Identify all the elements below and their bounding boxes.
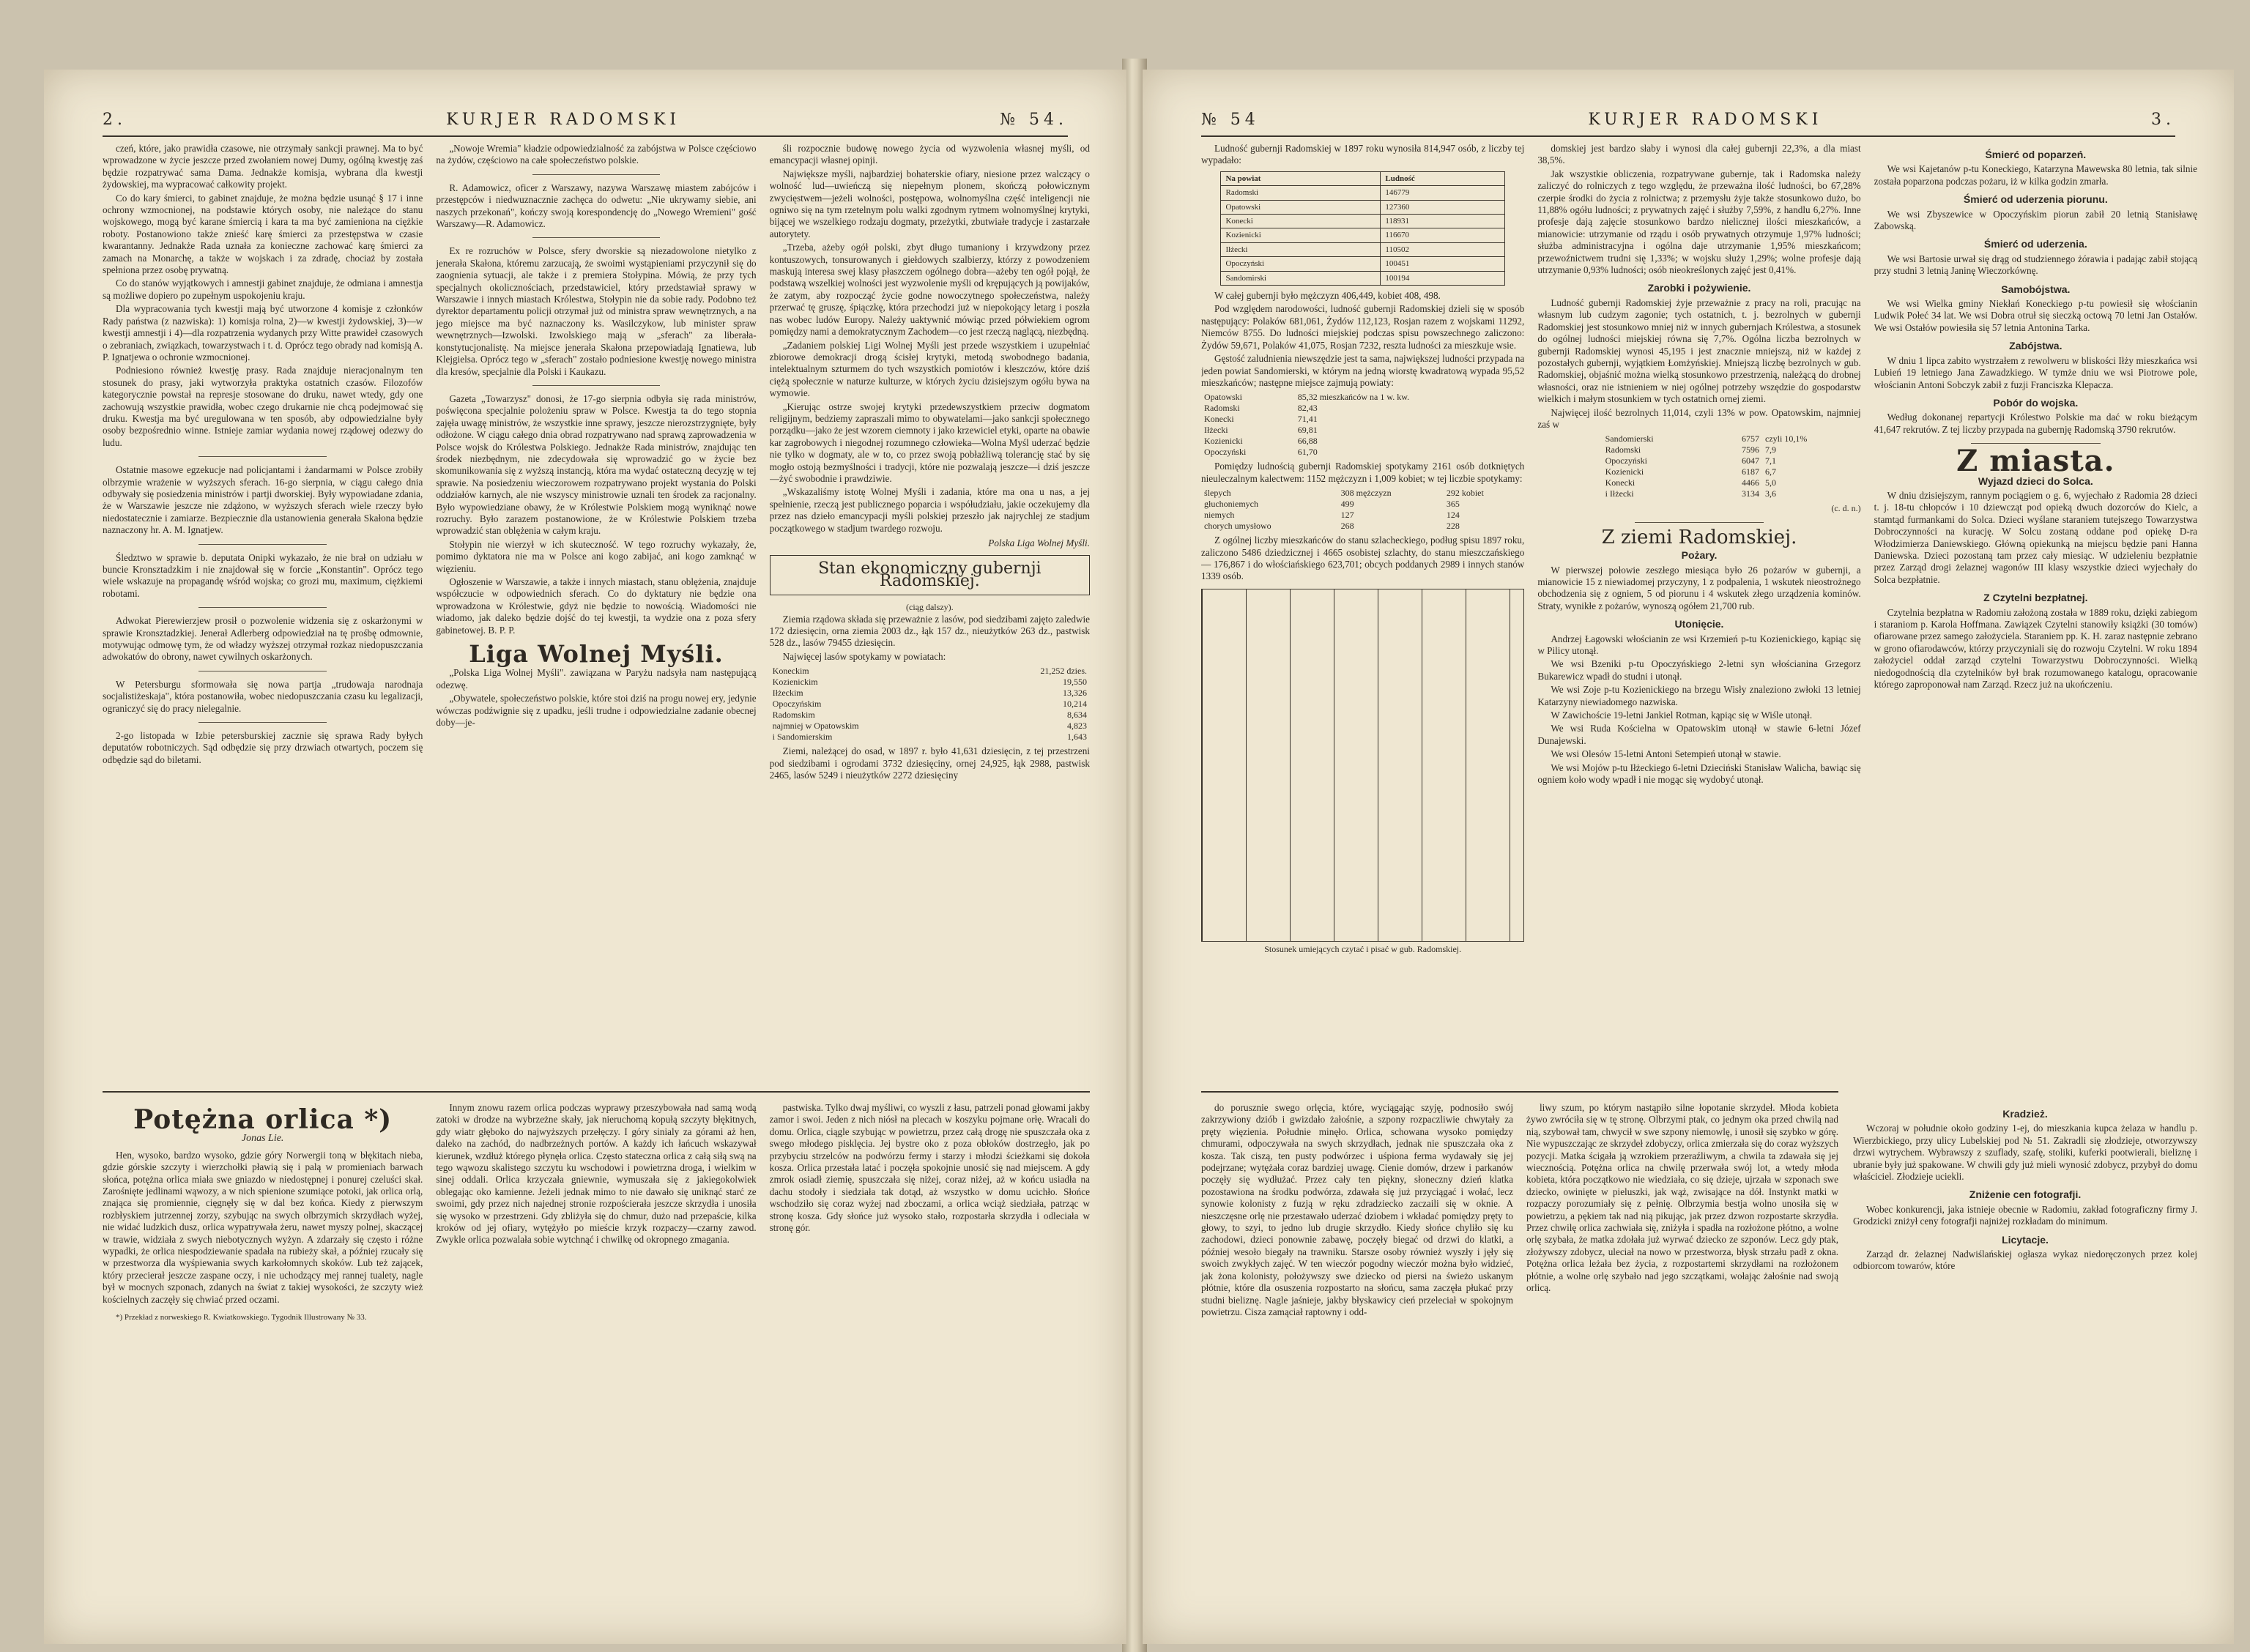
section-heading: Zniżenie cen fotografji. [1969,1188,2082,1201]
paragraph: We wsi Ruda Kościelna w Opatowskim utonął w stawie 6-letni Józef Dunajewski. [1537,723,1861,746]
separator [198,607,327,608]
section-heading: Śmierć od uderzenia. [1983,238,2087,250]
table-row: Kozienickim 19,550 [772,677,1087,688]
literacy-table-caption: Stosunek umiejących czytać i pisać w gub. Radomskiej. [1264,944,1462,955]
paragraph: Hen, wysoko, bardzo wysoko, gdzie góry Norwergii toną w błękitach nieba, gdzie górskie szczyty i wierzchołki pławią się i palą w promieniach barwach słońca, potężna orlica miała swe gniazdo w niedostępnej i ponurej czeluści skał. Zarośnięte jedlinami wąwozy, a w nich spienione szumiące potoki, jak orlica orlą, znająca się promiennie, cięgnęły się w dal bez końca. Kiedy z pierwszym rozbłyskiem jutrzennej zorzy, szybując na swych olbrzymich skrzydłach wyżej, nie widać ludzkich dusz, orlica wypatrywała żeru, nawet myszy polnej, skaczącej w trawie, widziała z swych niebotycznych wyżyn. A zdarzały się często i różne wypadki, że orlica niespodziewanie spadała na rubieży skał, a później rzucały się w przestworza dla wyśpiewania swych karkołomnych skoków. Lub też zającek, który przecierał jeszcze zaspane oczy, i nie uchodzący mej rannej tualety, nagle był w mocnych szponach, zdanych na świat z takiej wysokości, że szczyty wież kościelnych zaczęły się chwiać przed oczami. [103,1149,423,1305]
paragraph: W całej gubernji było mężczyzn 406,449, kobiet 408, 498. [1214,290,1441,302]
section-heading: Pobór do wojska. [1993,396,2079,409]
paragraph: We wsi Wielka gminy Niekłań Koneckiego p-tu powiesił się włościanin Ludwik Połeć 34 lat. We wsi Dobra otruł się sieczką octową 70 letni Jan Ostałów. We wsi Ostałów powiesiła się 57 letnia Antonina Tarka. [1874,298,2197,333]
ziemi-title: Z ziemi Radomskiej. [1601,526,1797,548]
paragraph: Największe myśli, najbardziej bohaterskie ofiary, niesione przez walczący o wolność lud—uwieńczą się niepełnym plonem, skończą połowicznym zwycięstwem—jeżeli wolności, postępowa, wolnomyślna część inteligencji nie ogniwo się na tym rzetelnym polu walki zgodnym rytmem wolnomyślnej krytyki, bijącej we wszelkiego rodzaju dogmaty, przeżytki, zbutwiałe tradycje i zastarzałe autorytety. [769,168,1090,239]
masthead-title: KURJER RADOMSKI [446,110,681,129]
paragraph: Co do kary śmierci, to gabinet znajduje, że można będzie usunąć § 17 i inne ochrony wzmocnionej, na podstawie których osoby, nie należące do stanu wojskowego, mogą być karane śmiercią i kara ta ma być zamieniona na ciężkie roboty. Postanowiono także znieść karę śmierci za przestępstwa w czasie kwarantanny. Jednakże Rada uznała za konieczne zachować karę śmierci za zamach na Monarchę, a także w wojskach i za zdradę, chociaż by została spełniona przez osobę prywatną. [103,192,423,276]
left-page-header [103,108,1068,137]
paragraph: Zarząd dr. żelaznej Nadwiślańskiej ogłasza wykaz niedoręczonych przez kolej odbiorcom towarów, które [1853,1249,2197,1272]
paragraph: Stołypin nie wierzył w ich skuteczność. W tego rozruchy wykazały, że, pomimo dyktatora nie ma w Polsce ani kogo zabijać, ani kogo zamknąć w więzieniu. [436,538,757,574]
paragraph: Ziemia rządowa składa się przeważnie z lasów, pod siedzibami zajęto zaledwie 172 dziesięcin, orna ziemia 2003 dz., łąk 157 dz., nieużytków 263 dz., pastwisk 528 dz., lasów 79455 dziesięcin. [769,613,1090,649]
table-row: chorych umysłowo 268 228 [1204,521,1460,532]
paragraph: „Zadaniem polskiej Ligi Wolnej Myśli jest przede wszystkiem i uzupełniać zbiorowe demokracji drogą ścisłej krytyki, metodą swobodnego badania, intelektualnym szturmem do tych wszystkich pomiotów i kleszczów, które dziś ciężą społecznie w naturze kulturze, w których życiu dzisiejszym ogółu bywa na wymowie. [769,339,1090,399]
paragraph: Gazeta „Towarzysz" donosi, że 17-go sierpnia odbyła się rada ministrów, poświęcona specjalnie polożeniu spraw w Polsce. Kwestja ta do tego stopnia zajęła uwagę ministrów, że wszystkie inne sprawy, jeszcze nierozstrzygnięte, były odłożone. W ciągu całego dnia obrad rozpatrywano nad sprawą zaprowadzenia w Polsce wojsk do Królestwa Polskiego. Jednakże Rada ministrów, znajdując ten środek niezbędnym, nie zdecydowała się wprowadzić go w życie bez skomunikowania się z wyższą instancją, która ma wydać ostateczną decyzję w tej sprawie. Na posiedzeniu wieczorowem rozpatrywano projekt wystania do Polski oddziałów karnych, ale nie wszyscy ministrowie uznali ten środek za racjonalny. Było wypowiedziane obawy, że w Królestwie Polskiem mogą wyniknąć nowe rozruchy. Było zarazem postanowione, że w Królestwie Polskiem trzeba wprowadzić stan oblężenia w całym kraju. [436,392,757,537]
paragraph: czeń, które, jako prawidła czasowe, nie otrzymały sankcji prawnej. Ma to być wprowadzone w życie jeszcze przed zwołaniem nowej Dumy, ogólną kwestję zaś będzie rozpatrywać sama Dama. Jednakże komisja, wybrana dla kwestji żydowskiej, ma wypracować całkowity projekt. [103,143,423,190]
paragraph: We wsi Zoje p-tu Kozienickiego na brzegu Wisły znaleziono zwłoki 13 letniej Katarzyny niewiadomego nazwiska. [1537,684,1861,707]
table-row: niemych 127 124 [1204,510,1460,521]
stan-title: Stan ekonomiczny gubernji Radomskiej. [818,559,1042,590]
paragraph: Dla wypracowania tych kwestji mają być utworzone 4 komisje z członków Rady państwa (z nazwiska): 1) komisja rolna, 2)—w kwestji żydowskiej, 3)—w kwestji amnestji i 4)—dla rozpatrzenia wydanych przy Witte prawideł czasowych o zebraniach, związkach, towarzystwach i t. d. Oprócz tego obrady nad komisją A. P. Ignatjewa o ochronie wzmocnionej. [103,303,423,362]
right-col-3 [1874,143,2197,1153]
liga-title: Liga Wolnej Myśli. [469,640,724,669]
literacy-table [1201,589,1524,955]
paragraph: We wsi Mojów p-tu Iłżeckiego 6-letni Dzieciński Stanisław Walicha, bawiąc się ogniem koło wody wpadł i nie mogąc się wydobyć utonął. [1537,762,1861,786]
zarobki-title: Zarobki i pożywienie. [1647,282,1751,294]
table-row: Konecki 4466 5,0 [1605,477,1777,488]
bezrolni-table [1603,434,1861,499]
table-row: i Iłżecki 3134 3,6 [1605,488,1777,499]
section-divider [1201,1091,1838,1093]
paragraph: Najwięcej lasów spotykamy w powiatach: [782,650,946,662]
table-row: Kozienicki 116670 [1221,228,1504,242]
paragraph: We wsi Bzeniki p-tu Opoczyńskiego 2-letni syn włościanina Grzegorz Bukarewicz wpadł do studni i utonął. [1537,658,1861,682]
table-row: Opoczyński 6047 7,1 [1605,455,1777,466]
section-divider [103,1091,1090,1093]
paragraph: Ostatnie masowe egzekucje nad policjantami i żandarmami w Polsce zrobiły olbrzymie wrażenie w wyższych sferach. 16-go sierpnia, w ciągu całego dnia odbywały się posiedzenia ministrów i partji dworskiej. Były wypowiadane zdania, że w Warszawie jeszcze nie zdążono, w wyższych sferach wiele rzeczy było niedostatecznie i zamiarze. Bezpiecznie dla ustanowienia generała Skałona będzie naznaczony hr. A. M. Ignatjew. [103,464,423,536]
separator [198,722,327,723]
paragraph: „Polska Liga Wolnej Myśli". zawiązana w Paryżu nadsyła nam następującą odezwę. [436,667,757,691]
orlica-col-1 [103,1102,423,1629]
cripple-table [1201,488,1524,532]
table-row: Sandomierski 6757 czyli 10,1% [1605,434,1808,444]
left-bottom-columns [103,1102,1090,1629]
right-bottom-news [1853,1102,2197,1629]
right-bottom-columns [1201,1102,1838,1629]
paragraph: We wsi Bartosie urwał się drąg od studziennego żórawia i padając zabił stojącą przy studni 3 letnią Janinę Wieczorkównę. [1874,253,2197,277]
paragraph: R. Adamowicz, oficer z Warszawy, nazywa Warszawę miastem zabójców i przestępców i niedwuznacznie zachęca do odwetu: „Nie ukrywamy siebie, ani naszych przekonań", kończy swoją korespondencję do „Nowego Wremieni" gość Warszawy—R. Adamowicz. [436,182,757,230]
table-row: Iłżecki 69,81 [1204,425,1318,436]
table-row: Kozienicki 6187 6,7 [1605,466,1777,477]
orlica-col-2 [436,1102,756,1629]
paragraph: Według dokonanej repartycji Królestwo Polskie ma dać w roku bieżącym 41,647 rekrutów. Z tej liczby przypada na gubernję Radomską 3790 rekrutów. [1874,412,2197,435]
table-row: głuchoniemych 499 365 [1204,499,1460,510]
signature: Polska Liga Wolnej Myśli. [988,537,1090,548]
left-col-1 [103,143,423,1153]
continued-note: (c. d. n.) [1831,503,1861,514]
paragraph: „Wskazaliśmy istotę Wolnej Myśli i zadania, które ma ona u nas, a jej spełnienie, rzeczą jest publicznego poparcia i współudziału, jakie oczekujemy dla przez nas dzieło emancypacji myśli polskiej przeszło jak najrychlej ze stadjum początkowego w stadjum twardego rozwoju. [769,486,1090,534]
paragraph: liwy szum, po którym nastąpiło silne łopotanie skrzydeł. Młoda kobieta żywo zwróciła się w tę stronę. Olbrzymi ptak, co jednym oka przed chwilą nad nią, szybował tam, chwycił w swe szpony niemowlę, i unosił się szybko w górę. Nie wypuszczając ze skrzydeł zdobyczy, orlica zmierzała się do coraz wyższych pozycji. Matka ścigała ją wzrokiem przeraźliwym, a chwila ta zdawała się jej wiecznością. Potężna orlica na chwilę przerwała swój lot, a wtedy młoda kobieta, która początkowo nie wiedziała, co się dzieje, ujrzała w szponach swe dziecko, owinięte w pieluszki, jak wąż, zwisające na dół. Instynkt matki w rozpaczy porozumiały się z pełnię. Olbrzymia bestja wolno unosiła się w powietrzu, a pękiem tak nad nią pikując, jak przez dzwon rozpostarte skrzydła. Przez chwilę orlica zachwiała się, zniżyła i spadła na rozłożone płótno, a wolne orlę szybała, że matka zdołała już wyrwać dziecko ze szponów. Lecz gdy ptak, złożywszy zdobycz, uleciał na nowo w przestworza, błysk strzału padł z okna. Potężna orlica leżała bez życia, z rozpostartemi skrzydłami na rozłożonem płótnie, a wolne orlę szybało nad jego szczątkami, wołając żałośnie nad swoją orlicą. [1526,1102,1838,1294]
table-row: Radomski 82,43 [1204,403,1318,414]
table-row: Konecki 118931 [1221,215,1504,228]
table-row: Opoczyński 100451 [1221,257,1504,271]
right-top-columns [1201,143,2197,1153]
news-continuation [1853,1102,2197,1274]
table-row: Opatowski 85,32 mieszkańców na 1 w. kw. [1204,392,1410,403]
paragraph: „Kierując ostrze swojej krytyki przedewszystkiem przeciw dogmatom religijnym, bedziemy zapraszali mimo to obywatelami—jako sankcji społecznego porządku—jako że jest wzorem ciemnoty i jako krzewiciel etyki, oparte na obawie kar zagrobowych i niegodnej rozumnego człowieka—Wolna Myśl uderzać będzie nie tylko w dogmaty, ale w to, co przez swoją pobłażliwą tolerancję stać by się mogło ostoją bezmyślności i tradycji, które nie pozwalają jeszcze—i dziś jeszcze—żyć swobodnie i prawdziwie. [769,401,1090,484]
paragraph: śli rozpocznie budowę nowego życia od wyzwolenia własnej myśli, od emancypacji własnej opinji. [769,143,1090,166]
right-col-2 [1537,143,1860,1153]
orlica-author: Jonas Lie. [241,1133,284,1145]
left-col-2 [436,143,756,1153]
paragraph: Ogłoszenie w Warszawie, a także i innych miastach, stanu oblężenia, znajduje współczucie w odpowiednich sferach. Co do dyktatury nie będzie ona wprowadzona w Królestwie, gdyż nie będzie to nowością. Wiadomości nie wiadomo, jak daleko będzie dojść do tej kwestji, ta wydzie ona z poza sfery gabinetowej. B. P. P. [436,576,757,636]
paragraph: „Obywatele, społeczeństwo polskie, które stoi dziś na progu nowej ery, jedynie wówczas podźwignie się z upadku, jeśli trudne i odpowiedzialne zadanie obecnej doby—je- [436,693,757,729]
right-page [1143,70,2234,1644]
section-heading: Wyjazd dzieci do Solca. [1978,475,2093,487]
masthead-title: KURJER RADOMSKI [1588,110,1823,129]
section-heading: Kradzież. [2002,1108,2048,1120]
section-heading: Śmierć od poparzeń. [1985,149,2087,160]
paragraph: Wobec konkurencji, jaka istnieje obecnie w Radomiu, zakład fotograficzny firmy J. Grodzicki zniżył ceny fotografji najniżej rozkładam do minimum. [1853,1203,2197,1227]
paragraph: Innym znowu razem orlica podczas wyprawy przeszybowała nad samą wodą zatoki w drodze na wybrzeżne skały, jak nieruchomą kopułą szczyty błękitnych, gdy wiatr głęboko do najwyższych przełęczy. I góry sinialy za górami aż hen, daleko na zachód, do nadbrzeżnych portów. A każdy ich łańcuch wskazywał kierunek, wzdłuż którego płynęła orlica. Często stateczna orlica z całą siłą swą na tego wąwozu skalistego szczytu ku wschodowi i powietrzna droga, i wielkim w sinej oddali. Orlica krzyczała gniewnie, wymuszała się z jakiegokolwiek oblegając oko kamienne. Jeżeli jednak mimo to nie dawało się uniknąć starć ze swoimi, gdy przez nich najednej stronie rozpościerała jeszcze skrzydła i unosiła się wysoko w przestrzeni. Gdy zbliżyła się do chmur, dużo nad przepaście, kilka kroków od jej ofiary, wytężyło po mieście krzyk rozpaczy—czarny zawod. Zwykle orlica pozwalała sobie wytchnąć i chwilkę od okropnego zmagania. [436,1102,757,1246]
right-page-header [1201,108,2175,137]
table-row: Radomskim 8,634 [772,710,1087,721]
issue-number: № 54 [1201,110,1260,129]
paragraph: Adwokat Pierewierzjew prosił o pozwolenie widzenia się z oskarżonymi w sprawie Kronsztadzkiej. Jenerał Adlerberg odpowiedział na tę prośbę odmownie, motywując odmowę tym, że od władzy wyższej otrzymał rozkaz niedopuszczania adwokatów do obrony, nawet cywilnych oskarżonych. [103,615,423,663]
paragraph: Ziemi, należącej do osad, w 1897 r. było 41,631 dziesięcin, z tej przestrzeni pod siedzibami i ogrodami 3732 dziesięciny, ornej 24,925, łąk 2988, pastwisk 2465, lasów 5249 i nieużytków 2272 dziesięciny [769,745,1090,781]
paragraph: W pierwszej połowie zeszłego miesiąca było 26 pożarów w gubernji, a mianowicie 15 z niewiadomej przyczyny, 1 z podpalenia, 1 wskutek nieostrożnego obchodzenia się z ogniem, 5 od piorunu i 4 wskutek złego urządzenia kominów. Straty, wynikłe z pożarów, wynoszą ogółem 21,700 rub. [1537,564,1861,611]
separator [198,544,327,545]
paragraph: Gęstość zaludnienia niewszędzie jest ta sama, największej ludności przypada na jeden powiat Sandomierski, w którym na jedną wiorstę kwadratową wypada 95,52 mieszkańców; następne miejsce zajmują powiaty: [1201,353,1525,388]
paragraph: Podniesiono również kwestję prasy. Rada znajduje nieracjonalnym ten stosunek do prasy, jaki wytworzyła praktyka ostatnich czasów. Filozofów kategorycznie powstał na represje stosowane do druku, nawet wtedy, gdy one zachowują wszystkie prawidła, wobec czego drukarnie nie chcą podejmować się druku. Kwestja ma być uregulowana w ten sposób, aby odpowiedzialne były osoby bezpośrednio winne. Istnieje zamiar wydania nowej rządowej odezwy do ludu. [103,365,423,448]
density-table [1201,392,1524,458]
table-row: Iłżeckim 13,326 [772,688,1087,699]
population-table: Na powiat Ludność Radomski 146779 Opatowski 127360 Konecki 118931 Kozienicki 116670 Iłżecki 110502 Opoczyński 100451 Sandomirski 100194 [1220,171,1504,286]
paragraph: Pod względem narodowości, ludność gubernji Radomskiej dzieli się w sposób następujący: Polaków 681,061, Żydów 112,123, Rosjan razem z wojskami 11292, Niemców 8755. Do ludności miejskiej podczas spisu powszechnego zaliczono: Żydów 59,671, Polaków 41,075, Rosjan 7232, reszta ludności za mieszkuje wsie. [1201,303,1525,351]
table-row: najmniej w Opatowskim 4,823 [772,721,1087,732]
table-row: Radomski 7596 7,9 [1605,444,1777,455]
paragraph: W dniu dzisiejszym, rannym pociągiem o g. 6, wyjechało z Radomia 28 dzieci t. j. 18-tu chłopców i 10 dziewcząt pod opieką dwuch dozorców do Kielc, a stamtąd furmankami do Solca. Dzieci wyślane staraniem tutejszego Towarzystwa Dobroczynności na kurację. W Solcu zostaną oddane pod opiekę D-ra Włodzimierza Daniewskiego. Główną opiekunką na miejscu będzie pani Hanna Daniewska. Dzieci pozostaną tam przez cały miesiąc. W udzieleniu bezpłatnie przez Zarząd drogi żelaznej wagonów III klasy wszystkie dzieci wyjechały do Solca bezpłatnie. [1874,489,2197,585]
page-number: 3. [2150,110,2175,129]
orlica-title: Potężna orlica *) [133,1104,393,1135]
paragraph: Ludność gubernji Radomskiej w 1897 roku wynosiła 814,947 osób, z liczby tej wypadało: [1201,143,1525,166]
forest-table [770,666,1090,743]
paragraph: W Zawichoście 19-letni Jankiel Rotman, kąpiąc się w Wiśle utonął. [1551,710,1813,721]
paragraph: Andrzej Łagowski włościanin ze wsi Krzemień p-tu Kozienickiego, kąpiąc się w Pilicy utonął. [1537,633,1861,656]
paragraph: Pomiędzy ludnością gubernji Radomskiej spotykamy 2161 osób dotkniętych nieuleczalnym kalectwem: 1152 mężczyzn i 1,009 kobiet; w tej liczbie spotykamy: [1201,461,1525,484]
paragraph: Śledztwo w sprawie b. deputata Onipki wykazało, że nie brał on udziału w buncie Kronsztadzkim i nie znajdował się w forcie „Konstantin". Oprócz tego wiele wskazuje na propagandę wśród wojska; co grozi mu, maximum, ciężkiemi robotami. [103,551,423,599]
section-heading: Zabójstwa. [2009,340,2062,352]
left-top-columns [103,143,1090,1153]
section-heading: Licytacje. [2002,1233,2049,1246]
issue-number: № 54. [1000,110,1068,129]
literacy-table-grid [1202,589,1524,941]
orlica-cont-col-2 [1526,1102,1838,1629]
footnote: *) Przekład z norweskiego R. Kwiatkowskiego. Tygodnik Illustrowany № 33. [116,1313,367,1322]
paragraph: We wsi Kajetanów p-tu Koneckiego, Katarzyna Mawewska 80 letnia, tak silnie została poparzona podczas pożaru, iż w kilka godzin zmarła. [1874,163,2197,187]
section-heading: Z Czytelni bezpłatnej. [1983,592,2088,604]
paragraph: W Petersburgu sformowała się nowa partja „trudowaja narodnaja socjalistiżeskaja", która postanowiła, wobec niedopuszczania czasu ku legalizacji, ograniczyć się do pracy nielegalnie. [103,678,423,714]
paragraph: Wczoraj w południe około godziny 1-ej, do mieszkania kupca żelaza w handlu p. Wierzbickiego, przy ulicy Lubelskiej pod № 51. Zakradli się złodzieje, otworzywszy drzwi wytrychem. Wybrawszy z szuflady, szafę, stoliki, kuferki pootwierali, bieliznę i ubranie były już spakowane. W chwili gdy już mieli wynosić zdobycz, przybył do domu właściciel. Złodzieje uciekli. [1853,1123,2197,1183]
miasta-title: Z miasta. [1956,444,2115,479]
table-row: Radomski 146779 [1221,186,1504,200]
table-row: Koneckim 21,252 dzies. [772,666,1087,677]
orlica-col-3 [770,1102,1090,1629]
table-row: Opoczyńskim 10,214 [772,699,1087,710]
table-row: Opatowski 127360 [1221,200,1504,214]
paragraph: Najwięcej ilość bezrolnych 11,014, czyli 13% w pow. Opatowskim, najmniej zaś w [1537,406,1861,430]
paragraph: do porusznie swego orlęcia, które, wyciągając szyję, podnosiło swój zakrzywiony dziób i gwizdało żałośnie, a szpony rozpaczliwie chwytały za pręty więzienia. Południe minęło. Orlica, schowana wysoko pomiędzy chmurami, odpoczywała na swych skrzydłach, jednak nie spuszczała oka z kosza. Tak ciszą, ten pusty podwórzec i uśpiona ferma wydawały się jej podejrzane; wytężała coraz bardziej uwagę. Cienie domów, drzew i parkanów poczęły się wydłużać. Przez cały ten piękny, słoneczny dzień klatka pozostawiona na środku podwórza, zdawała się już przyciągać i wołać, lecz synowie kolonisty z fuzją w ręku zdradziecko zaczaili się w oknie. A nieszczęsne orlę nie przestawało uderzać dziobem i wkładać pomiędzy pręty to głowy, to szyi, to jedno lub drugie skrzydło. Kiedy słońce chyliło się ku zachodowi, dzieci ponownie zabawę, poczęły biegać od drzwi do klatki, a później wesoło biegały na trawniku. Starsze osoby również wyszły i jęły się swoich zwykłych zajęć. W ten wieczór pogodny wieczór można było widzieć, jak żona kolonisty, położywszy swe dziecko od piersi na świeżo uskanym płótnie, które dla osuszenia rozpostarto na słońcu, sama zaczęła płukać przy studni bieliznę. Nagle jaśnieje, jakby błyskawicy cień przeleciał w spokojnym powietrzu. Cisza zamąciał raptowny i odd- [1201,1102,1513,1317]
paragraph: pastwiska. Tylko dwaj myśliwi, co wyszli z łasu, patrzeli ponad głowami jakby zamor i swoi. Jeden z nich niósł na plecach w koszyku pojmane orłę. Wracali do domu. Orlica, ciągle szybując w powietrzu, przez całą drogę nie spuszczała oka z swego młodego pisklęcia. Jej bystre oko z poza obłoków dostrzegło, jak po przybyciu strzelców na podwórzu fermy i starzy i młodzi ścieżkami się dokoła kosza. Orlica przestała latać i poczęła spokojnie unosić się nad miejscem. A gdy zmrok osiadł ziemię, spuszczała się niżej, coraz niżej, aż w końcu usiadła na dachu stodoły i siedziała tak dotąd, aż wszystko w domu ucichło. Słońce wschodziło się coraz wyżej nad zboczami, a orlica wciąż siedziała, patrząc w stronę kosza. Gdy słońce już wysoko stało, rozpostarła skrzydła i odleciała w stronę gór. [769,1102,1090,1234]
paragraph: W dniu 1 lipca zabito wystrzałem z rewolweru w bliskości Iłży mieszkańca wsi Lubień 19 letniego Jana Zawadzkiego. W tymże dniu we wsi Piotrowe pole, włościanin Antoni Sobczyk zabił z fuzji Franciszka Klepacza. [1874,354,2197,390]
paragraph: We wsi Olesów 15-letni Antoni Setempień utonął w stawie. [1551,748,1781,760]
table-row: Sandomirski 100194 [1221,271,1504,285]
paragraph: „Nowoje Wremia" kładzie odpowiedzialność za zabójstwa w Polsce częściowo na żydów, częściowo na całe społeczeństwo polskie. [436,143,757,166]
section-heading: Śmierć od uderzenia piorunu. [1963,193,2108,206]
paragraph: Co do stanów wyjątkowych i amnestji gabinet znajduje, że odmiana i amnestja są możliwe dopiero po zupełnym uspokojeniu kraju. [103,278,423,301]
table-row: Konecki 71,41 [1204,414,1318,425]
paragraph: Ludność gubernji Radomskiej żyje przeważnie z pracy na roli, pracując na własnym lub cudzym zagonie; tych ostatnich, t. j. bezrolnych w gubernji Radomskiej jest stosunkowo mniej niż w innych gubernjach Królestwa, a stosunek do ogólnej ludności miejskiej równa się 7,7%. Ogólna liczba bezrolnych w gubernji Radomskiej wynosi 45,195 i jest znacznie mniejszą, niż w każdej z pozostałych gubernji, wyjątkiem Łomżyńskiej. Mniejszą liczbę bezrolnych w gub. Radomskiej, objaśnić można wielką stosunkowo przestrzenią, należącą do drobnej własności, oraz nie istnieniem w niej ogólnej potrzeby wszędzie do gospodarstw wielkich i małym stosunkiem w tych ostatnich ornej ziemi. [1537,297,1861,405]
table-row: Kozienicki 66,88 [1204,436,1318,447]
stan-title-box [770,555,1090,595]
paragraph: „Trzeba, ażeby ogół polski, zbyt długo tumaniony i krzywdzony przez kontuszowych, tonsurowanych i giełdowych szalbierzy, którzy z powodzeniem maskują interesa swej klasy płaszczem ogólnego dobra—ażeby ten ogół pojął, że podstawą wszelkiej wolności jest wyzwolenie myśli od krępujących ją powijaków, że zatym, aby rozpocząć życie godne nowoczytnego społeczeństwa, należy przerwać tę gruszę, śpiączkę, która przechodzi już w niepokojący letarg i poszła nas wobec ludów Europy. Należy uaktywnić mówiąc przed półwiekiem ogrom pomiędzy nami a demokratycznym Zachodem—co jest rzeczą naglącą, niezbędną. [769,242,1090,338]
pozary-title: Pożary. [1681,549,1718,562]
paragraph: 2-go listopada w Izbie petersburskiej zacznie się sprawa Rady byłych deputatów robotniczych. Sąd odbędzie się przy drzwiach otwartych, poczem się odbędzie sąd do biletami. [103,730,423,765]
paragraph: We wsi Zbyszewice w Opoczyńskim piorun zabił 20 letnią Stanisławę Zabowską. [1874,208,2197,232]
paragraph: Ex re rozruchów w Polsce, sfery dworskie są niezadowolone nietylko z jenerała Skałona, któremu zarzucają, że swoimi wystąpieniami przyczynił się do zaognienia sytuacji, ale także i z premiera Stołypina. Mówią, że przy tych specjalnych okolicznościach, przedstawiciel, który przedstawiał sprawy w Warszawie i innych miastach Królestwa, Stołypin nie da sobie rady. Podobno też dyrektor departamentu policji otrzymał już od ministra spraw wewnętrznych, a na jego miejsce ma być naznaczony ks. Wasilczykow, lub minister spraw wewnętrznych—Izwolski. Izwolskiego mają w „sferach" za liberała-konstytucjonalistę. Na miejsce jenerała Skałona przepowiadają Ignatiewa, lub Klejgielsa. Oprócz tego w „sferach" zostało podniesione kwestję nowego ministra dla kresów, specjalnie dla Polski i Kaukazu. [436,245,757,377]
paragraph: Z ogólnej liczby mieszkańców do stanu szlacheckiego, podług spisu 1897 roku, zaliczono 5486 dziedzicznej i 4665 osobistej szlachty, do stanu mieszczańskiego — 176,867 i do włościańskiego 623,701; obcych poddanych 2989 i innych stanów 1339 osób. [1201,535,1525,582]
orlica-cont-col-1 [1201,1102,1513,1629]
separator [532,385,661,386]
right-col-1 [1201,143,1524,1153]
table-row: Iłżecki 110502 [1221,242,1504,256]
page-number: 2. [103,110,127,129]
separator [198,456,327,457]
paragraph: Czytelnia bezpłatna w Radomiu założoną została w 1889 roku, dzięki zabiegom i staraniom p. Karola Hoffmana. Zawiązek Czytelni stanowiły książki (30 tomów) ofiarowane przez samego założyciela. Staraniem pp. K. H. zaraz następnie zebrano w grono ofiarodawców, którzy przyczyniali się do rozwoju Czytelni. W roku 1894 założyciel oddał zarząd czytelni Towarzystwu Dobroczynności. Wielką niedogodnością dla czytelników był brak rozumowanego katalogu, opracowanie którego zaproponował nam Zarząd. Rzecz już na ukończeniu. [1874,606,2197,691]
utoniecie-title: Utonięcie. [1674,618,1724,630]
separator [1635,522,1764,523]
paragraph: domskiej jest bardzo słaby i wynosi dla całej gubernji 22,3%, a dla miast 38,5%. [1537,143,1861,166]
left-page [44,70,1126,1644]
table-row: Opoczyński 61,70 [1204,447,1318,458]
separator [532,174,661,175]
table-row: ślepych 308 mężczyzn 292 kobiet [1204,488,1484,499]
table-row: i Sandomierskim 1,643 [772,732,1087,743]
separator [532,237,661,238]
paragraph: Jak wszystkie obliczenia, rozpatrywane gubernje, tak i Radomska należy zaliczyć do rolniczych z tego względu, że przeważna ilość ludności, bo 67,28% czerpie środki do życia z rolnictwa; z przemysłu żyje także stosunkowo dużo, bo 11,88% ogółu ludności; z prywatnych zajęć i służby 7,59%, z handlu 6,27%. Inne profesje dają zajęcie stosunkowo bardzo nielicznej ilości mieszkańców, a mianowicie: utrzymanie od rządu i osób prywatnych otrzymuje 1,97% ludności; służba administracyjna i ogólna daje utrzymanie 1,95% mieszkańcom; przewoźnictwem trudni się 1,33%; w wojsku służy 1,29%; wolne profesje dają utrzymanie 0,93% ludności; osób nieokreślonych zajęć jest 0,41%. [1537,168,1861,276]
left-col-3 [770,143,1090,1153]
stan-subtitle: (ciąg dalszy). [906,602,954,613]
section-heading: Samobójstwa. [2001,283,2071,295]
